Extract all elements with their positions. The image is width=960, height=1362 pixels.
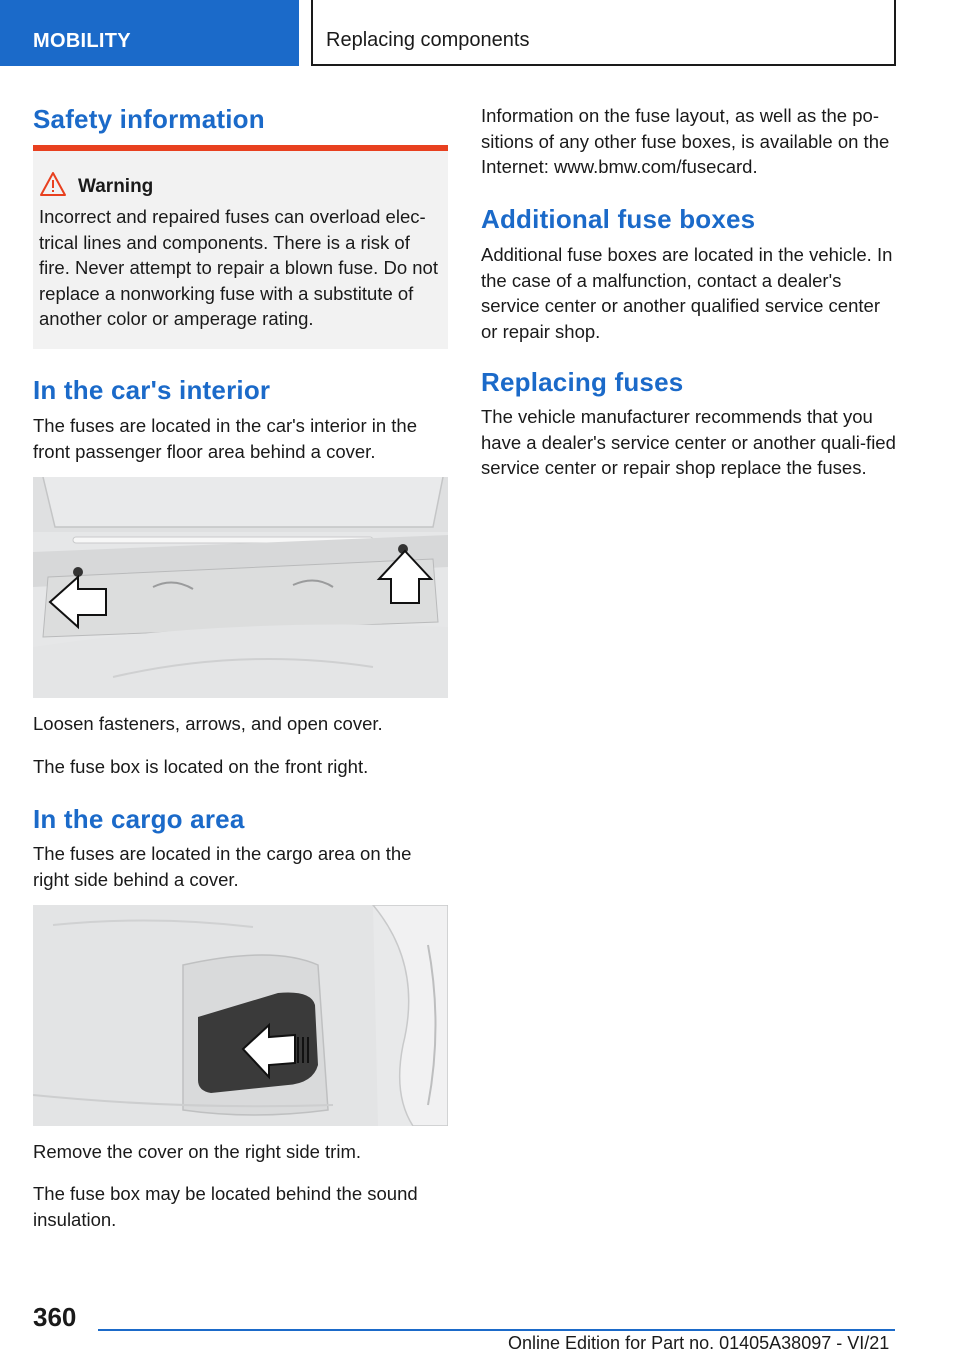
replacing-heading: Replacing fuses: [481, 367, 684, 397]
warning-triangle-icon: [39, 171, 67, 197]
additional-heading: Additional fuse boxes: [481, 204, 756, 234]
section-label: MOBILITY: [33, 30, 131, 52]
warning-title: Warning: [78, 176, 154, 197]
interior-note: The fuse box is located on the front right.: [33, 756, 369, 777]
replacing-text: The vehicle manufacturer recommends that you have a dealer's service center or another quali-fied service center or repair shop replace the fuses.: [481, 406, 896, 478]
cargo-cover-illustration: [33, 905, 448, 1126]
cargo-heading: In the cargo area: [33, 804, 245, 834]
warning-box: [33, 151, 448, 349]
interior-heading: In the car's interior: [33, 375, 271, 405]
safety-heading: Safety information: [33, 104, 265, 134]
additional-text: Additional fuse boxes are located in the vehicle. In the case of a malfunction, contact a dealer's service center or another qualified service center or repair shop.: [481, 244, 893, 342]
cargo-text: The fuses are located in the cargo area on the right side behind a cover.: [33, 843, 412, 890]
cargo-note: The fuse box may be located behind the sound insulation.: [33, 1183, 418, 1230]
warning-text: Incorrect and repaired fuses can overload elec-trical lines and components. There is a risk of fire. Never attempt to repair a blown fuse. Do not replace a nonworking fuse with a substitute of another color or amperage rating.: [39, 206, 438, 329]
chapter-tab[interactable]: [311, 0, 896, 66]
intro-text: Information on the fuse layout, as well as the po-sitions of any other fuse boxes, is available on the Internet: www.bmw.com/fusecard.: [481, 105, 890, 177]
section-tab[interactable]: [0, 0, 299, 66]
cargo-caption: Remove the cover on the right side trim.: [33, 1141, 362, 1162]
cargo-illustration-graphic: [33, 905, 448, 1126]
interior-text: The fuses are located in the car's interior in the front passenger floor area behind a cover.: [33, 415, 418, 462]
interior-illustration-graphic: [33, 477, 448, 698]
footer-rule: [98, 1329, 895, 1331]
interior-cover-illustration: [33, 477, 448, 698]
page-number: 360: [33, 1302, 77, 1332]
edition-note: Online Edition for Part no. 01405A38097 - VI/21: [508, 1333, 890, 1353]
chapter-label: Replacing components: [326, 29, 530, 51]
interior-caption: Loosen fasteners, arrows, and open cover.: [33, 713, 383, 734]
